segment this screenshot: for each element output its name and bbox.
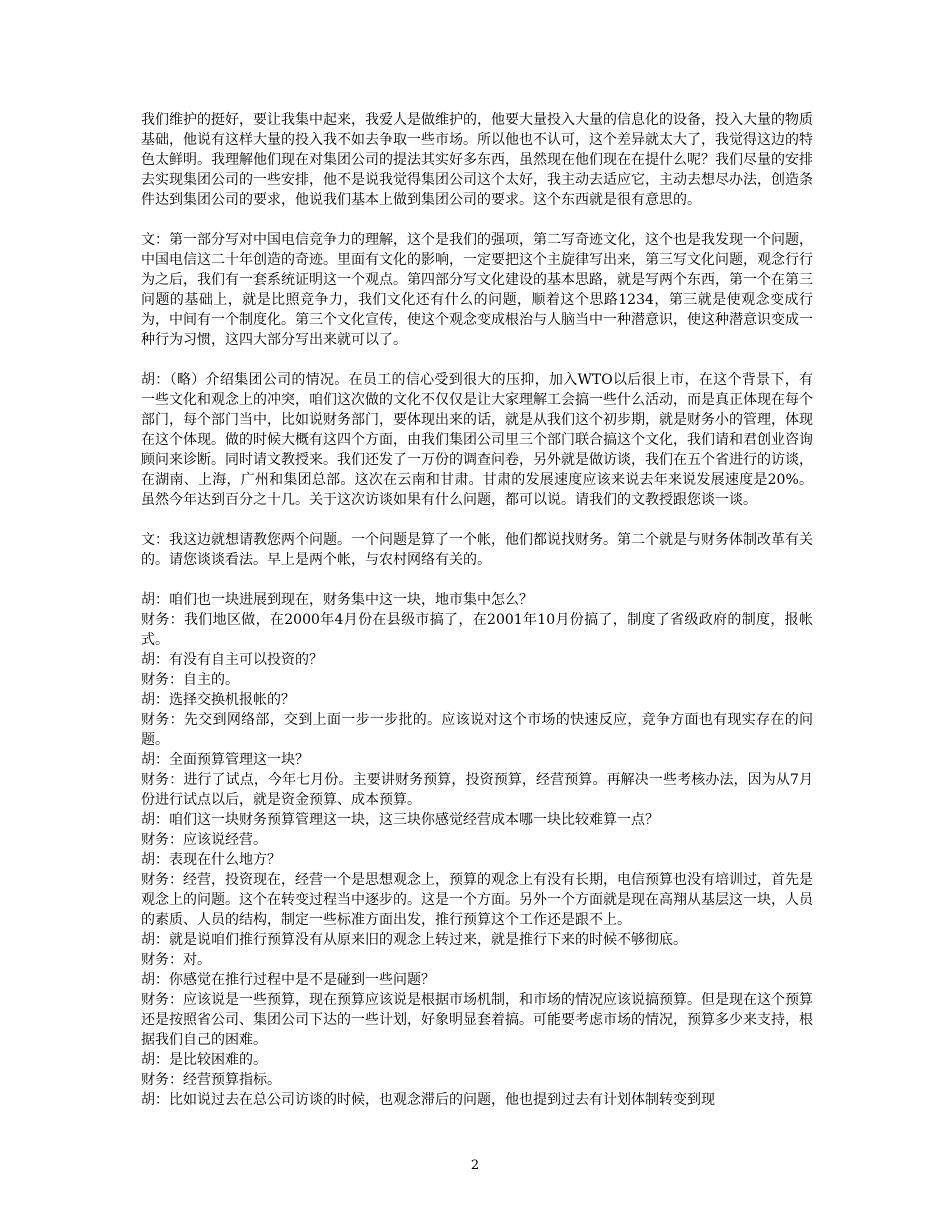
dialogue-line: 财务：应该说是一些预算，现在预算应该说是根据市场机制，和市场的情况应该说搞预算。但是现在这个预算还是按照省公司、集团公司下达的一些计划，好象明显套着搞。可能要考虑市场的情况，预算多少来支持，根据我们自己的困难。 <box>141 992 813 1048</box>
dialogue-line: 胡：全面预算管理这一块？ <box>141 752 309 768</box>
page-number: 2 <box>470 1158 480 1173</box>
dialogue-line: 胡：有没有自主可以投资的？ <box>141 652 323 668</box>
dialogue-line: 财务：应该说经营。 <box>141 832 267 848</box>
paragraph-wen-questions: 文：我这边就想请教您两个问题。一个问题是算了一个帐，他们都说找财务。第二个就是与财务体制改革有关的。请您谈谈看法。早上是两个帐，与农村网络有关的。 <box>141 532 813 568</box>
paragraph-intro: 我们维护的挺好，要让我集中起来，我爱人是做维护的，他要大量投入大量的信息化的设备，投入大量的物质基础，他说有这样大量的投入我不如去争取一些市场。所以他也不认可，这个差异就太大了，我觉得这边的特色太鲜明。我理解他们现在对集团公司的提法其实好多东西，虽然现在他们现在在提什么呢？我们尽量的安排去实现集团公司的一些安排，他不是说我觉得集团公司这个太好，我主动去适应它，主动去想尽办法，创造条件达到集团公司的要求，他说我们基本上做到集团公司的要求。这个东西就是很有意思的。 <box>141 112 813 208</box>
dialogue-line: 胡：咱们这一块财务预算管理这一块，这三块你感觉经营成本哪一块比较难算一点？ <box>141 812 659 828</box>
dialogue-line: 胡：咱们也一块进展到现在，财务集中这一块，地市集中怎么？ <box>141 592 533 608</box>
dialogue-line: 胡：表现在什么地方？ <box>141 852 281 868</box>
dialogue-line: 胡：你感觉在推行过程中是不是碰到一些问题？ <box>141 972 435 988</box>
dialogue-line: 财务：进行了试点，今年七月份。主要讲财务预算，投资预算，经营预算。再解决一些考核办法，因为从7月份进行试点以后，就是资金预算、成本预算。 <box>141 772 813 808</box>
document-body <box>141 110 813 1110</box>
dialogue-line: 财务：我们地区做，在2000年4月份在县级市搞了，在2001年10月份搞了，制度了省级政府的制度，报帐式。 <box>141 612 813 648</box>
dialogue-line: 财务：先交到网络部，交到上面一步一步批的。应该说对这个市场的快速反应，竞争方面也有现实存在的问题。 <box>141 712 813 748</box>
paragraph-hu-background: 胡：（略）介绍集团公司的情况。在员工的信心受到很大的压抑，加入WTO以后很上市，在这个背景下，有一些文化和观念上的冲突，咱们这次做的文化不仅仅是让大家理解工会搞一些什么活动，而是真正体现在每个部门，每个部门当中，比如说财务部门，要体现出来的话，就是从我们这个初步期，就是财务小的管理，体现在这个体现。做的时候大概有这四个方面，由我们集团公司里三个部门联合搞这个文化，我们请和君创业咨询顾问来诊断。同时请文教授来。我们还发了一万份的调查问卷，另外就是做访谈，我们在五个省进行的访谈，在湖南、上海，广州和集团总部。这次在云南和甘肃。甘肃的发展速度应该来说去年来说发展速度是20%。虽然今年达到百分之十几。关于这次访谈如果有什么问题，都可以说。请我们的文教授跟您谈一谈。 <box>141 372 813 508</box>
dialogue-line: 财务：自主的。 <box>141 672 239 688</box>
dialogue-block <box>141 590 813 1110</box>
dialogue-line: 财务：经营，投资现在，经营一个是思想观念上，预算的观念上有没有长期，电信预算也没有培训过，首先是观念上的问题。这个在转变过程当中逐步的。这是一个方面。另外一个方面就是现在高翔从基层这一块，人员的素质、人员的结构，制定一些标准方面出发，推行预算这个工作还是跟不上。 <box>141 872 813 928</box>
dialogue-line: 胡：选择交换机报帐的？ <box>141 692 295 708</box>
dialogue-line: 财务：对。 <box>141 952 211 968</box>
dialogue-line: 胡：是比较困难的。 <box>141 1052 267 1068</box>
dialogue-line: 胡：就是说咱们推行预算没有从原来旧的观念上转过来，就是推行下来的时候不够彻底。 <box>141 932 687 948</box>
paragraph-wen-outline: 文：第一部分写对中国电信竞争力的理解，这个是我们的强项，第二写奇迹文化，这个也是我发现一个问题，中国电信这二十年创造的奇迹。里面有文化的影响，一定要把这个主旋律写出来，第三写文化问题，观念行行为之后，我们有一套系统证明这一个观点。第四部分写文化建设的基本思路，就是写两个东西，第一个在第三问题的基础上，就是比照竞争力，我们文化还有什么的问题，顺着这个思路1234，第三就是使观念变成行为，中间有一个制度化。第三个文化宣传，使这个观念变成根治与人脑当中一种潜意识，使这种潜意识变成一种行为习惯，这四大部分写出来就可以了。 <box>141 232 813 348</box>
dialogue-line: 财务：经营预算指标。 <box>141 1072 281 1088</box>
dialogue-line: 胡：比如说过去在总公司访谈的时候，也观念滞后的问题，他也提到过去有计划体制转变到现 <box>141 1092 715 1108</box>
